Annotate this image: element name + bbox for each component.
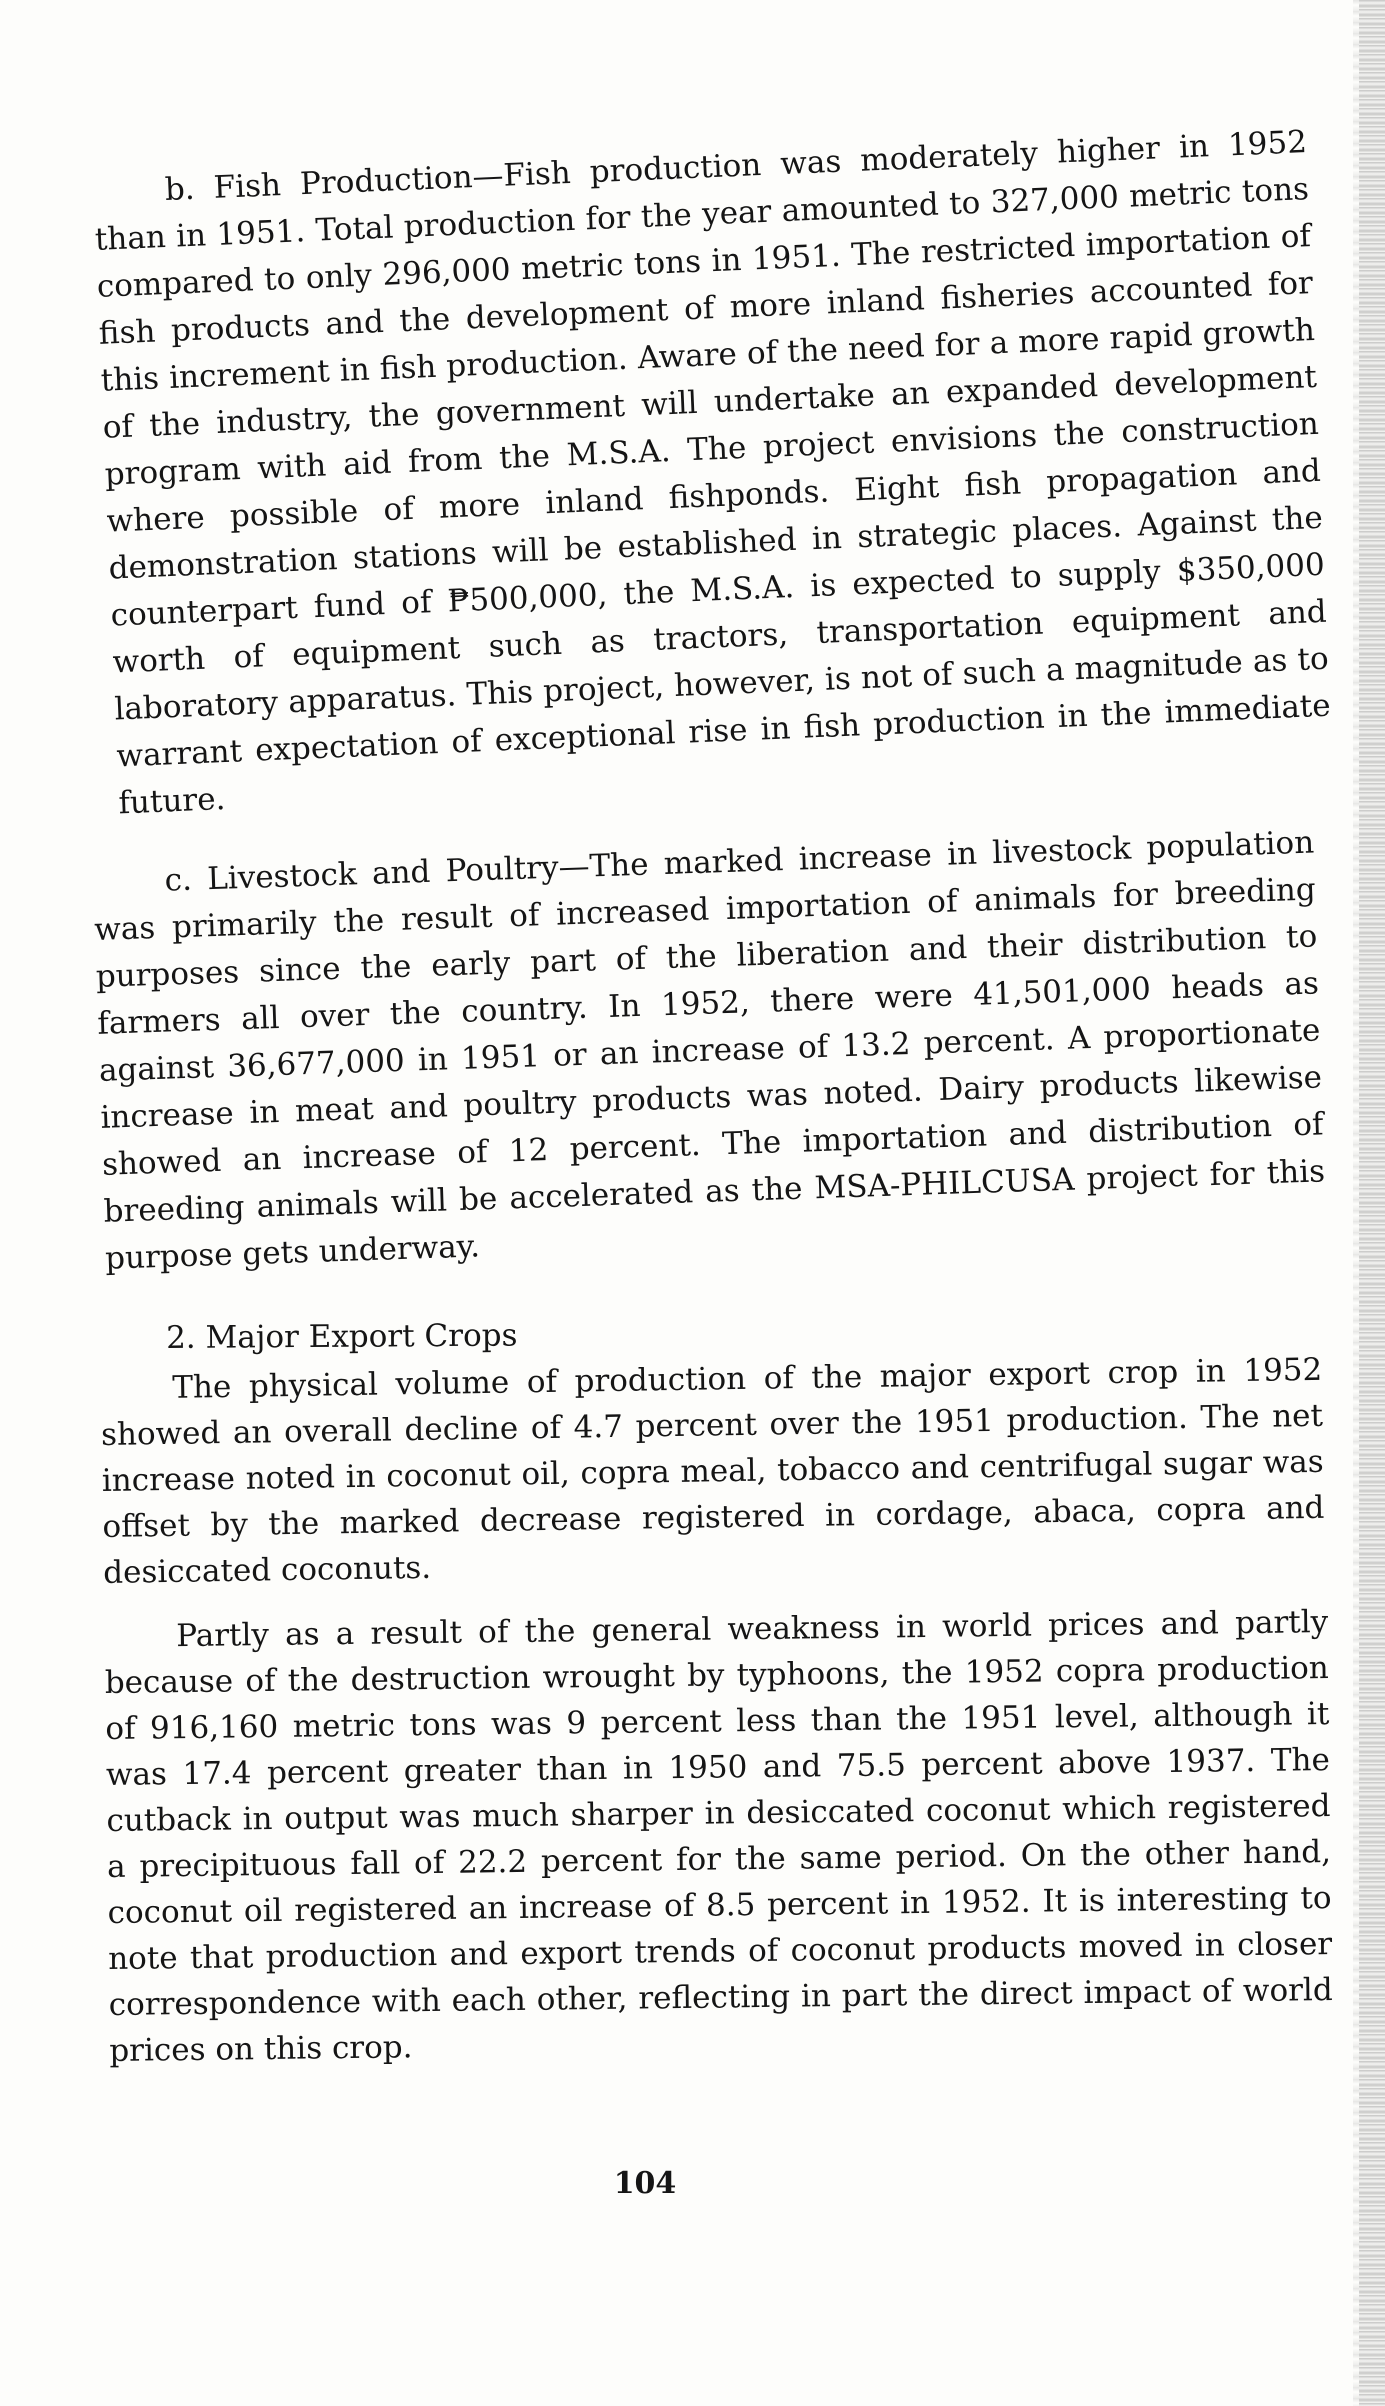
page-number: 104	[613, 2166, 677, 2201]
section-heading-major-export-crops: 2. Major Export Crops	[166, 1317, 518, 1356]
paragraph-fish-production: b. Fish Production—Fish production was moderately higher in 1952 than in 1951. Total production for the year amounted to 327,000 metric tons compared to only 296,000 metric tons in 1951. The restricted importation of fish products and the development of more inland fisheries accounted for this increment in fish production. Aware of the need for a more rapid growth of the industry, the government will undertake an expanded development program with aid from the M.S.A. The project envisions the construction where possible of more inland fishponds. Eight fish propagation and demonstration stations will be established in strategic places. Against the counterpart fund of ₱500,000, the M.S.A. is expected to supply $350,000 worth of equipment such as tractors, transportation equipment and laboratory apparatus. This project, however, is not of such a magnitude as to warrant expectation of exceptional rise in fish production in the immediate future.	[94, 124, 1332, 822]
paragraph-copra-production: Partly as a result of the general weakness in world prices and partly because of the destruction wrought by typhoons, the 1952 copra production of 916,160 metric tons was 9 percent less than the 1951 level, although it was 17.4 percent greater than in 1950 and 75.5 percent above 1937. The cutback in output was much sharper in desiccated coconut which registered a precipituous fall of 22.2 percent for the same period. On the other hand, coconut oil registered an increase of 8.5 percent in 1952. It is interesting to note that production and export trends of coconut products moved in closer correspondence with each other, reflecting in part the direct impact of world prices on this crop.	[104, 1604, 1333, 2069]
paragraph-export-volume: The physical volume of production of the major export crop in 1952 showed an overall decline of 4.7 percent over the 1951 production. The net increase noted in coconut oil, copra meal, tobacco and centrifugal sugar was offset by the marked decrease registered in cordage, abaca, copra and desiccated coconuts.	[100, 1351, 1325, 1591]
paragraph-livestock-poultry: c. Livestock and Poultry—The marked increase in livestock population was primarily the result of increased importation of animals for breeding purposes since the early part of the liberation and their distribution to farmers all over the country. In 1952, there were 41,501,000 heads as against 36,677,000 in 1951 or an increase of 13.2 percent. A proportionate increase in meat and poultry products was noted. Dairy products likewise showed an increase of 12 percent. The importation and distribution of breeding animals will be accelerated as the MSA-PHILCUSA project for this purpose gets underway.	[93, 824, 1326, 1277]
scan-edge-border	[1359, 0, 1385, 2406]
